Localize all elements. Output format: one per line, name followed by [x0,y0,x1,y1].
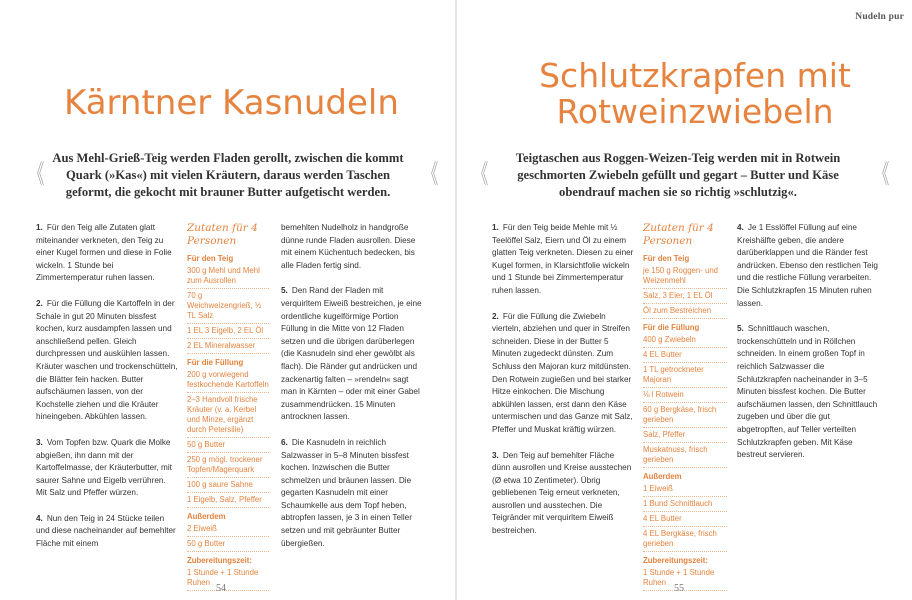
step-text: bemehlten Nudelholz in handgroße dünne runde Fladen ausrollen. Diese mit einem Küchentuch bedecken, bis alle Fladen fertig sind. [281,223,416,270]
ingredients-heading: Zutaten für 4 Personen [643,222,714,247]
ingredient-item: 300 g Mehl und Mehl zum Ausrollen [187,266,269,289]
ingredient-group [187,512,269,552]
ingredient-item: 400 g Zwiebeln [643,335,727,348]
steps-column-left-1 [36,222,178,564]
recipe-step [492,222,634,298]
ingredients-box-schlutzkrapfen [643,222,727,595]
steps-column-right-1 [492,222,634,551]
ingredient-item: Muskatnuss, frisch gerieben [643,445,727,468]
ingredient-item: 1 EL 3 Eigelb, 2 EL Öl [187,326,269,339]
page-number-left: 54 [216,583,226,594]
step-text: Für die Füllung die Zwiebeln vierteln, abziehen und quer in Streifen schneiden. Diese in der Butter 5 Minuten zugedeckt dünsten. Zum Schluss den Majoran kurz mitdünsten. Den Rotwein zugießen und bei starker Hitze einkochen. Die Mischung abkühlen lassen, erst dann den Käse untermischen und das Ganze mit Salz, Pfeffer und Muskat kräftig würzen. [492,311,633,434]
ingredient-group-heading: Für die Füllung [187,358,244,367]
quote-mark-icon: 《 [473,160,489,190]
ingredient-item: 100 g saure Sahne [187,480,269,493]
ingredient-group-heading: Für den Teig [187,254,234,263]
ingredient-item: 1 Eigelb, Salz, Pfeffer [187,495,269,508]
recipe-step [281,437,423,550]
ingredients-box-kasnudeln [187,222,269,595]
step-text: Für die Füllung die Kartoffeln in der Schale in gut 20 Minuten bissfest kochen, kurz ausdampfen lassen und anschließend pellen. Gleich durchpressen und auskühlen lassen. Kräuter waschen und trockenschütteln, die Blätter fein hacken. Butter aufschäumen lassen, von der Kochstelle ziehen und die Kräuter hineingeben. Abkühlen lassen. [36,298,178,422]
recipe-step [281,285,423,424]
recipe-step [492,311,634,437]
ingredient-group [187,556,269,591]
ingredient-item: 70 g Weichweizengrieß, ½ TL Salz [187,291,269,324]
ingredient-group [187,254,269,354]
ingredient-group [643,254,727,319]
step-text: Für den Teig alle Zutaten glatt miteinander verkneten, den Teig zu einer Kugel formen und diese in Folie wickeln. 1 Stunde bei Zimmertemperatur ruhen lassen. [36,223,172,283]
ingredient-item: Öl zum Bestreichen [643,306,727,319]
ingredient-group-heading: Zubereitungszeit: [643,556,708,565]
step-number: 2. [36,298,43,308]
quote-mark-icon: 《 [29,160,45,190]
step-number: 3. [492,450,499,460]
step-number: 1. [492,223,499,232]
step-text: Schnittlauch waschen, trockenschütteln und in Röllchen schneiden. In einem großen Topf in reichlich Salzwasser die Schlutzkrapfen nacheinander in 3–5 Minuten bissfest kochen. Die Butter aufschäumen lassen, den Schnittlauch zugeben und über die gut abgetropften, auf Teller verteilten Schlutzkrapfen geben. Mit Käse bestreut servieren. [737,324,878,460]
ingredient-group-heading: Zubereitungszeit: [187,556,252,565]
ingredient-item: 1 Stunde + 1 Stunde Ruhen [643,568,727,591]
step-text: Den Teig auf bemehlter Fläche dünn ausrollen und Kreise ausstechen (Ø etwa 10 Zentimeter). Übrig gebliebenen Teig erneut verkneten, ausrollen und ausstechen. Die Teigränder mit verquirltem Eiweiß bestreichen. [492,450,632,536]
ingredient-group [187,358,269,508]
ingredient-group-heading: Für die Füllung [643,323,700,332]
ingredients-heading: Zutaten für 4 Personen [187,222,258,247]
step-text: Die Kasnudeln in reichlich Salzwasser in 5–8 Minuten bissfest kochen. Inzwischen die Butter schmelzen und bräunen lassen. Die gegarten Kasnudeln mit einer Schaumkelle aus dem Topf heben, abtropfen lassen, je 3 in einen Teller setzen und mit gebräunter Butter übergießen. [281,437,412,548]
ingredient-item: 250 g mögl. trockener Topfen/Magerquark [187,455,269,478]
ingredient-item: Salz, 3 Eier, 1 EL Öl [643,291,727,304]
ingredient-item: 1 Stunde + 1 Stunde Ruhen [187,568,269,591]
recipe-step [737,222,879,310]
recipe-step [492,450,634,538]
ingredient-item: 200 g vorwiegend festkochende Kartoffeln [187,370,269,393]
running-header: Nudeln pur [855,12,904,22]
recipe-title-kasnudeln: Kärntner Kasnudeln [64,83,399,123]
page-number-right: 55 [674,583,684,594]
ingredient-item: 4 EL Bergkäse, frisch gerieben [643,529,727,552]
step-number: 5. [281,286,288,296]
recipe-step [36,222,178,285]
ingredient-item: Salz, Pfeffer [643,430,727,443]
step-text: Den Rand der Fladen mit verquirltem Eiweiß bestreichen, je eine ordentliche kugelförmige Portion Füllung in die Mitte von 12 Fladen setzen und die übrigen darüberlegen (die Kasnudeln sind eher gewölbt als flach). Die Ränder gut andrücken und zackenartig falten – »rendeln« sagt man in Kärnten – oder mit einer Gabel zusammendrücken. 15 Minuten antrocknen lassen. [281,286,422,422]
ingredient-item: 1 Bund Schnittlauch [643,499,727,512]
step-number: 5. [737,324,744,334]
quote-mark-icon: 《 [423,160,439,190]
recipe-lead-schlutzkrapfen: Teigtaschen aus Roggen-Weizen-Teig werden mit in Rotwein geschmorten Zwiebeln gefüllt und gegart – Butter und Käse obendrauf machen sie so richtig »schlutzig«. [515,151,841,199]
step-text: Je 1 Esslöffel Füllung auf eine Kreishälfte geben, die andere darüberklappen und die Ränder fest andrücken. Ebenso den restlichen Teig und die restliche Füllung verarbeiten. Die Schlutzkrapfen 15 Minuten ruhen lassen. [737,223,878,308]
steps-column-right-3 [737,222,879,475]
recipe-title-schlutzkrapfen: Schlutzkrapfen mit Rotweinzwiebeln [539,56,851,131]
ingredient-item: je 150 g Roggen- und Weizenmehl [643,266,727,289]
step-number: 1. [36,223,43,232]
recipe-step [36,298,178,424]
ingredient-group-heading: Außerdem [187,512,226,521]
ingredient-group [643,472,727,552]
quote-mark-icon: 《 [874,160,890,190]
step-number: 4. [36,513,43,523]
ingredient-group [643,556,727,591]
ingredient-item: 1 Eiweiß [643,484,727,497]
page-gutter [455,0,457,600]
ingredient-item: 50 g Butter [187,440,269,453]
recipe-step [737,323,879,462]
step-text: Nun den Teig in 24 Stücke teilen und diese nacheinander auf bemehlter Fläche mit einem [36,513,176,549]
ingredient-item: 2 Eiweiß [187,524,269,537]
step-number: 6. [281,437,288,447]
ingredient-item: 60 g Bergkäse, frisch gerieben [643,405,727,428]
recipe-step [36,513,178,551]
ingredient-group-heading: Außerdem [643,472,682,481]
ingredient-item: 1 TL getrockneter Majoran [643,365,727,388]
ingredient-group [643,323,727,468]
step-number: 4. [737,223,744,232]
ingredient-item: 2–3 Handvoll frische Kräuter (v. a. Kerbel und Minze, ergänzt durch Petersilie) [187,395,269,438]
ingredient-item: 4 EL Butter [643,350,727,363]
ingredient-item: 4 EL Butter [643,514,727,527]
recipe-step [36,437,178,500]
step-text: Für den Teig beide Mehle mit ½ Teelöffel Salz, Eiern und Öl zu einem glatten Teig verkneten. Diesen zu einer Kugel formen, in Klarsichtfolie wickeln und 1 Stunde bei Zimmertemperatur ruhen lassen. [492,223,634,295]
ingredient-item: 50 g Butter [187,539,269,552]
step-text: Vom Topfen bzw. Quark die Molke abgießen, ihn dann mit der Kartoffelmasse, der Kräuterbutter, mit saurer Sahne und Eigelb verrühren. Mit Salz und Pfeffer würzen. [36,437,172,498]
recipe-lead-kasnudeln: Aus Mehl-Grieß-Teig werden Fladen gerollt, zwischen die kommt Quark (»Kas«) mit vielen Kräutern, daraus werden Taschen geformt, die gekocht mit brauner Butter aufgetischt werden. [52,151,404,199]
step-number: 3. [36,437,43,447]
steps-column-left-3 [281,222,423,563]
ingredient-item: 2 EL Mineralwasser [187,341,269,354]
ingredient-item: ⅛ l Rotwein [643,390,727,403]
step-number: 2. [492,311,499,321]
ingredient-group-heading: Für den Teig [643,254,690,263]
